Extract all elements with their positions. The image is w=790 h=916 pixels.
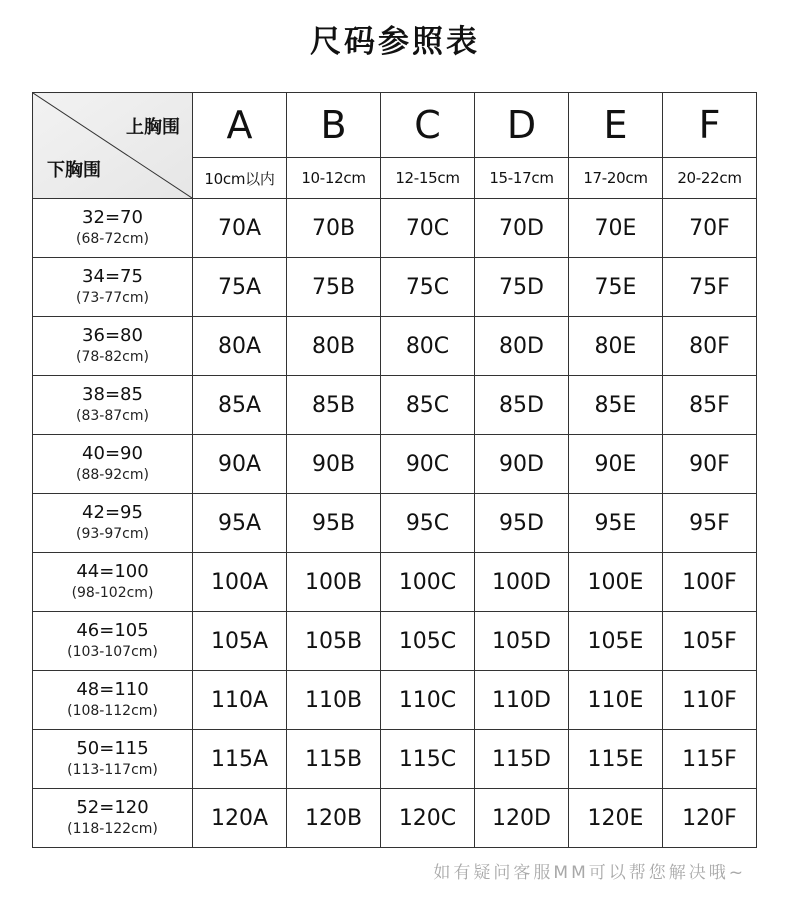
cup-range-header: 10-12cm	[287, 158, 381, 199]
band-size-label: 42=95	[82, 502, 143, 523]
cup-letter-header: D	[475, 93, 569, 158]
band-size-cell	[33, 612, 193, 671]
band-range-label: (68-72cm)	[76, 231, 149, 247]
size-cell: 110E	[569, 671, 663, 730]
size-cell: 115B	[287, 730, 381, 789]
band-size-label: 44=100	[76, 561, 149, 582]
cup-range-header: 12-15cm	[381, 158, 475, 199]
size-cell: 70E	[569, 199, 663, 258]
size-cell: 115C	[381, 730, 475, 789]
size-cell: 110F	[663, 671, 757, 730]
table-row	[33, 317, 757, 376]
size-cell: 110A	[193, 671, 287, 730]
size-cell: 110D	[475, 671, 569, 730]
band-range-label: (113-117cm)	[67, 762, 158, 778]
cup-letter-header: A	[193, 93, 287, 158]
size-cell: 85F	[663, 376, 757, 435]
size-cell: 95A	[193, 494, 287, 553]
size-cell: 90C	[381, 435, 475, 494]
band-range-label: (103-107cm)	[67, 644, 158, 660]
size-cell: 100B	[287, 553, 381, 612]
size-cell: 75A	[193, 258, 287, 317]
size-cell: 120C	[381, 789, 475, 848]
band-size-cell	[33, 258, 193, 317]
size-cell: 80F	[663, 317, 757, 376]
table-row	[33, 199, 757, 258]
size-cell: 115F	[663, 730, 757, 789]
band-size-label: 46=105	[76, 620, 149, 641]
size-cell: 80B	[287, 317, 381, 376]
underbust-label: 下胸围	[47, 160, 101, 181]
cup-letter-header: B	[287, 93, 381, 158]
band-size-label: 34=75	[82, 266, 143, 287]
footer-note: 如有疑问客服MM可以帮您解决哦~	[433, 863, 746, 883]
band-size-label: 38=85	[82, 384, 143, 405]
size-cell: 105D	[475, 612, 569, 671]
size-cell: 90F	[663, 435, 757, 494]
diagonal-divider	[33, 93, 192, 198]
band-size-cell	[33, 553, 193, 612]
band-range-label: (73-77cm)	[76, 290, 149, 306]
band-size-cell	[33, 789, 193, 848]
size-cell: 75D	[475, 258, 569, 317]
size-cell: 80C	[381, 317, 475, 376]
band-range-label: (93-97cm)	[76, 526, 149, 542]
size-cell: 100D	[475, 553, 569, 612]
size-chart-table	[32, 92, 757, 848]
table-row	[33, 671, 757, 730]
cup-range-header: 20-22cm	[663, 158, 757, 199]
size-cell: 95C	[381, 494, 475, 553]
size-cell: 70B	[287, 199, 381, 258]
band-size-cell	[33, 376, 193, 435]
size-cell: 80D	[475, 317, 569, 376]
band-size-cell	[33, 199, 193, 258]
size-cell: 120F	[663, 789, 757, 848]
size-cell: 120D	[475, 789, 569, 848]
size-cell: 90B	[287, 435, 381, 494]
size-cell: 70D	[475, 199, 569, 258]
size-cell: 85B	[287, 376, 381, 435]
cup-letter-header: C	[381, 93, 475, 158]
size-cell: 70C	[381, 199, 475, 258]
corner-header-cell	[33, 93, 193, 199]
size-cell: 85D	[475, 376, 569, 435]
size-cell: 90E	[569, 435, 663, 494]
size-cell: 115D	[475, 730, 569, 789]
band-size-label: 32=70	[82, 207, 143, 228]
cup-range-header: 15-17cm	[475, 158, 569, 199]
table-row	[33, 435, 757, 494]
size-cell: 75F	[663, 258, 757, 317]
band-range-label: (118-122cm)	[67, 821, 158, 837]
page-title: 尺码参照表	[310, 24, 480, 60]
band-size-cell	[33, 317, 193, 376]
band-size-cell	[33, 494, 193, 553]
band-size-label: 50=115	[76, 738, 149, 759]
size-cell: 120B	[287, 789, 381, 848]
band-size-label: 36=80	[82, 325, 143, 346]
size-cell: 70F	[663, 199, 757, 258]
size-cell: 80E	[569, 317, 663, 376]
size-cell: 95F	[663, 494, 757, 553]
size-cell: 100A	[193, 553, 287, 612]
band-range-label: (78-82cm)	[76, 349, 149, 365]
band-range-label: (108-112cm)	[67, 703, 158, 719]
size-cell: 105A	[193, 612, 287, 671]
size-cell: 120A	[193, 789, 287, 848]
size-cell: 75B	[287, 258, 381, 317]
size-chart-body	[33, 199, 757, 848]
size-cell: 85C	[381, 376, 475, 435]
band-size-label: 52=120	[76, 797, 149, 818]
size-cell: 105B	[287, 612, 381, 671]
size-cell: 95E	[569, 494, 663, 553]
size-cell: 75C	[381, 258, 475, 317]
table-row	[33, 258, 757, 317]
band-range-label: (98-102cm)	[71, 585, 154, 601]
size-cell: 85A	[193, 376, 287, 435]
size-cell: 100E	[569, 553, 663, 612]
table-row	[33, 730, 757, 789]
size-cell: 70A	[193, 199, 287, 258]
table-row	[33, 494, 757, 553]
size-cell: 80A	[193, 317, 287, 376]
size-cell: 105F	[663, 612, 757, 671]
size-cell: 110C	[381, 671, 475, 730]
table-row	[33, 553, 757, 612]
table-row	[33, 789, 757, 848]
size-cell: 105C	[381, 612, 475, 671]
size-cell: 85E	[569, 376, 663, 435]
table-row	[33, 376, 757, 435]
cup-range-header: 17-20cm	[569, 158, 663, 199]
size-cell: 100C	[381, 553, 475, 612]
size-cell: 100F	[663, 553, 757, 612]
size-cell: 90D	[475, 435, 569, 494]
band-size-label: 48=110	[76, 679, 149, 700]
upper-bust-label: 上胸围	[126, 117, 180, 138]
size-cell: 95D	[475, 494, 569, 553]
band-size-label: 40=90	[82, 443, 143, 464]
band-range-label: (88-92cm)	[76, 467, 149, 483]
cup-letter-header: E	[569, 93, 663, 158]
band-size-cell	[33, 435, 193, 494]
band-size-cell	[33, 730, 193, 789]
table-row	[33, 612, 757, 671]
size-cell: 75E	[569, 258, 663, 317]
band-range-label: (83-87cm)	[76, 408, 149, 424]
size-cell: 110B	[287, 671, 381, 730]
header-letter-row	[33, 93, 757, 158]
size-cell: 115E	[569, 730, 663, 789]
size-cell: 95B	[287, 494, 381, 553]
cup-letter-header: F	[663, 93, 757, 158]
size-cell: 105E	[569, 612, 663, 671]
size-cell: 120E	[569, 789, 663, 848]
size-cell: 90A	[193, 435, 287, 494]
band-size-cell	[33, 671, 193, 730]
cup-range-header: 10cm以内	[193, 158, 287, 199]
size-cell: 115A	[193, 730, 287, 789]
